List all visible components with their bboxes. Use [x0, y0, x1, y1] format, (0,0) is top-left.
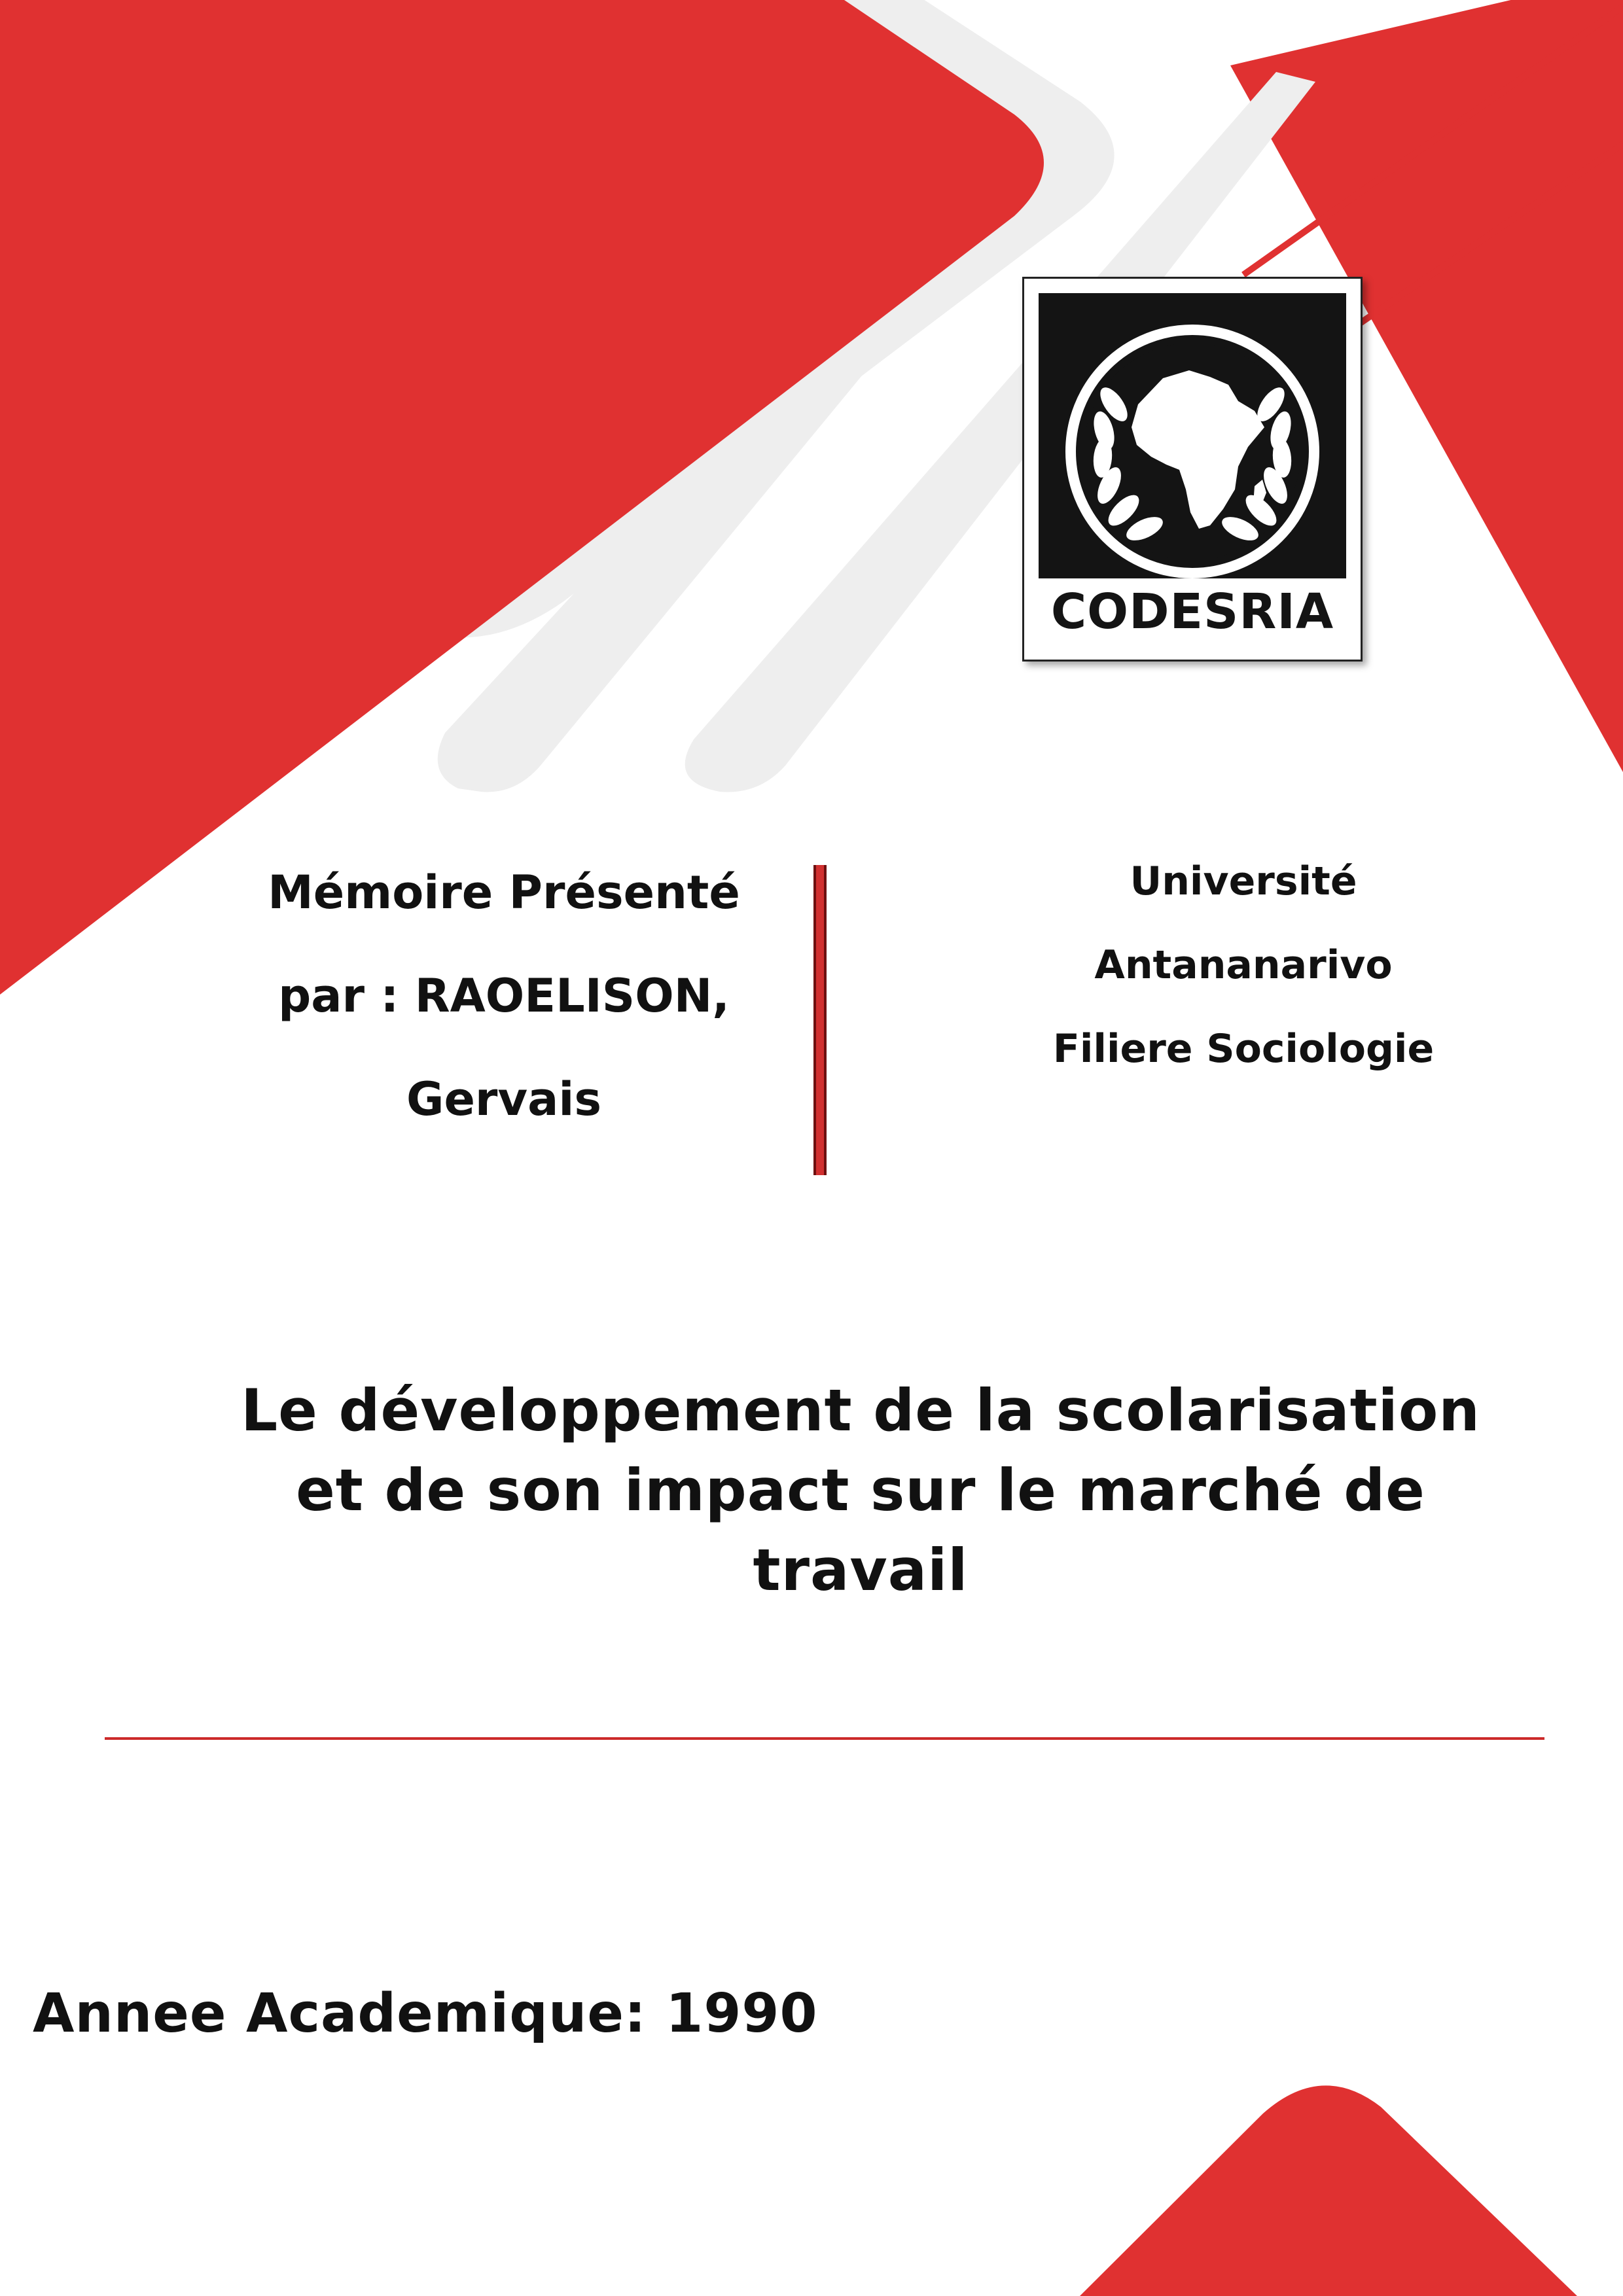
- thesis-title: [131, 1371, 1590, 1610]
- title-line-2: et de son impact sur le marché de: [296, 1457, 1425, 1524]
- bottom-red-triangle: [1080, 2085, 1577, 2296]
- university-label: Université: [1130, 858, 1357, 904]
- presenter-line-2: par : RAOELISON,: [278, 969, 730, 1023]
- title-line-3: travail: [753, 1536, 969, 1604]
- institution-block: [982, 839, 1505, 1091]
- academic-year: Annee Academique: 1990: [33, 1983, 818, 2045]
- title-line-1: Le développement de la scolarisation: [241, 1377, 1480, 1444]
- logo-background: [1039, 293, 1346, 645]
- department-label: Filiere Sociologie: [1052, 1026, 1435, 1072]
- africa-emblem-icon: [1039, 293, 1346, 581]
- codesria-logo: [1022, 277, 1363, 662]
- presenter-name: Gervais: [406, 1072, 601, 1126]
- vertical-divider: [813, 865, 827, 1175]
- logo-wordmark: CODESRIA: [1039, 578, 1346, 645]
- horizontal-rule: [105, 1737, 1544, 1740]
- university-city: Antananarivo: [1094, 942, 1393, 988]
- presenter-block: [216, 841, 792, 1151]
- presenter-line-1: Mémoire Présenté: [268, 866, 740, 919]
